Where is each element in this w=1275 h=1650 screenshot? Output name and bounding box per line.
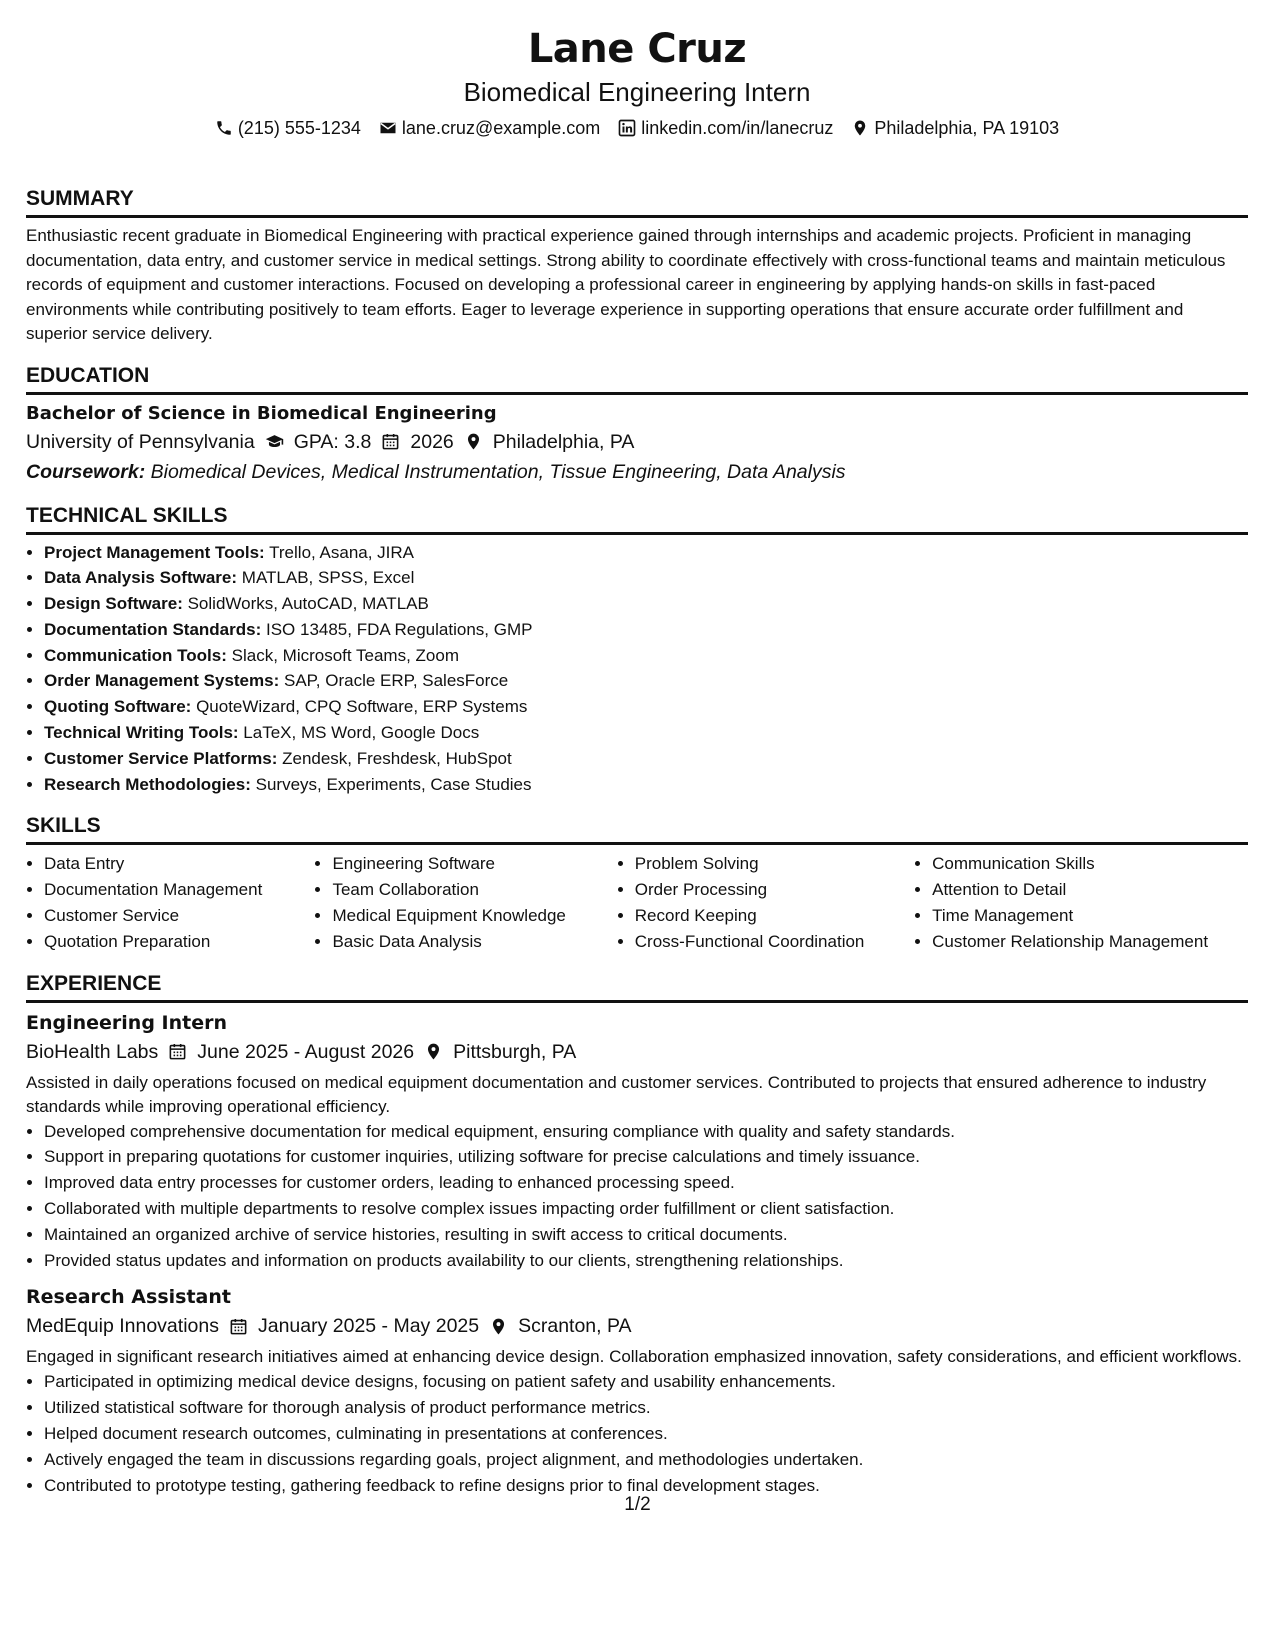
calendar-icon xyxy=(381,432,400,451)
education-heading: EDUCATION xyxy=(26,363,1248,395)
map-pin-icon xyxy=(851,119,869,137)
technical-skills-list xyxy=(26,540,1248,798)
skills-column xyxy=(914,851,1248,954)
phone-text: (215) 555-1234 xyxy=(237,118,361,138)
list-item: • Team Collaboration xyxy=(332,877,616,903)
skills-column xyxy=(617,851,914,954)
tech-skill-label: Technical Writing Tools: xyxy=(44,723,239,743)
tech-skill-value: MATLAB, SPSS, Excel xyxy=(241,568,415,588)
candidate-name: Lane Cruz xyxy=(527,26,747,72)
job-title: Research Assistant xyxy=(26,1286,231,1309)
technical-skills-heading: TECHNICAL SKILLS xyxy=(26,503,1248,535)
tech-skill-value: QuoteWizard, CPQ Software, ERP Systems xyxy=(196,697,528,717)
job-dates: January 2025 - May 2025 xyxy=(257,1315,480,1338)
list-item: • Actively engaged the team in discussions regarding goals, project alignment, and methodologies undertaken. xyxy=(44,1447,1248,1473)
job-meta xyxy=(26,1311,1248,1341)
skills-heading: SKILLS xyxy=(26,813,1248,845)
list-item: • Communication Skills xyxy=(932,851,1248,877)
list-item xyxy=(44,617,1248,643)
education-year: 2026 xyxy=(410,430,454,453)
job-bullets xyxy=(26,1369,1248,1498)
map-pin-icon xyxy=(489,1317,508,1336)
tech-skill-label: Communication Tools: xyxy=(44,645,227,665)
tech-skill-value: SolidWorks, AutoCAD, MATLAB xyxy=(187,594,429,614)
tech-skill-value: ISO 13485, FDA Regulations, GMP xyxy=(265,619,533,639)
job-meta xyxy=(26,1037,1248,1067)
page-number: 1/2 xyxy=(624,1494,651,1515)
list-item: • Attention to Detail xyxy=(932,877,1248,903)
map-pin-icon xyxy=(464,432,483,451)
list-item: • Participated in optimizing medical device designs, focusing on patient safety and usability enhancements. xyxy=(44,1369,1248,1395)
summary-text: Enthusiastic recent graduate in Biomedical Engineering with practical experience gained through internships and academic projects. Proficient in managing documentation, data entry, and customer service in medical settings. Strong ability to coordinate effectively with cross-functional teams and maintain meticulous records of equipment and customer interactions. Focused on developing a professional career in engineering by applying hands-on skills in fast-paced environments while contributing positively to team efforts. Eager to leverage experience in supporting operations that ensure accurate order fulfillment and superior service delivery. xyxy=(26,226,1226,343)
skills-column xyxy=(314,851,616,954)
list-item: • Helped document research outcomes, culminating in presentations at conferences. xyxy=(44,1421,1248,1447)
job-company: MedEquip Innovations xyxy=(26,1315,219,1338)
education-degree: Bachelor of Science in Biomedical Engineering xyxy=(26,402,497,424)
summary-heading: SUMMARY xyxy=(26,186,1248,218)
list-item xyxy=(44,746,1248,772)
list-item: • Provided status updates and information on products availability to our clients, strengthening relationships. xyxy=(44,1248,1248,1274)
list-item: • Cross-Functional Coordination xyxy=(635,929,914,955)
job-dates: June 2025 - August 2026 xyxy=(197,1040,415,1063)
list-item: • Documentation Management xyxy=(44,877,314,903)
tech-skill-label: Order Management Systems: xyxy=(44,671,280,691)
list-item: • Time Management xyxy=(932,903,1248,929)
phone-icon xyxy=(215,119,233,137)
list-item xyxy=(44,720,1248,746)
list-item: • Improved data entry processes for customer orders, leading to enhanced processing speed. xyxy=(44,1170,1248,1196)
job-description: Engaged in significant research initiatives aimed at enhancing device design. Collaboration emphasized innovation, safety considerations, and efficient workflows. xyxy=(26,1347,1242,1367)
list-item: • Collaborated with multiple departments to resolve complex issues impacting order fulfillment or client satisfaction. xyxy=(44,1196,1248,1222)
tech-skill-label: Documentation Standards: xyxy=(44,619,262,639)
contact-phone[interactable] xyxy=(215,116,361,140)
coursework-label: Coursework: xyxy=(26,460,146,483)
list-item: • Record Keeping xyxy=(635,903,914,929)
tech-skill-label: Quoting Software: xyxy=(44,697,192,717)
linkedin-text: linkedin.com/in/lanecruz xyxy=(641,118,834,138)
tech-skill-value: LaTeX, MS Word, Google Docs xyxy=(243,723,480,743)
list-item xyxy=(44,643,1248,669)
coursework-list: Biomedical Devices, Medical Instrumentation, Tissue Engineering, Data Analysis xyxy=(150,460,846,483)
contact-location xyxy=(851,116,1059,140)
map-pin-icon xyxy=(424,1042,443,1061)
email-text: lane.cruz@example.com xyxy=(401,118,601,138)
job-title: Engineering Intern xyxy=(26,1011,228,1034)
list-item: • Problem Solving xyxy=(635,851,914,877)
list-item: • Medical Equipment Knowledge xyxy=(332,903,616,929)
list-item: • Customer Service xyxy=(44,903,314,929)
tech-skill-value: Slack, Microsoft Teams, Zoom xyxy=(231,645,459,665)
skills-grid xyxy=(26,851,1248,954)
tech-skill-label: Customer Service Platforms: xyxy=(44,748,278,768)
education-school: University of Pennsylvania xyxy=(26,430,255,453)
job-company: BioHealth Labs xyxy=(26,1040,159,1063)
job-location: Scranton, PA xyxy=(518,1315,632,1338)
graduation-cap-icon xyxy=(265,432,284,451)
job-bullets xyxy=(26,1119,1248,1274)
education-location: Philadelphia, PA xyxy=(492,430,635,453)
list-item: • Customer Relationship Management xyxy=(932,929,1248,955)
skills-column xyxy=(26,851,314,954)
envelope-icon xyxy=(379,119,397,137)
list-item xyxy=(44,772,1248,798)
list-item xyxy=(44,694,1248,720)
list-item xyxy=(44,668,1248,694)
resume-header xyxy=(26,0,1248,140)
list-item: • Contributed to prototype testing, gathering feedback to refine designs prior to final development stages. xyxy=(44,1473,1248,1499)
experience-heading: EXPERIENCE xyxy=(26,971,1248,1003)
list-item: • Order Processing xyxy=(635,877,914,903)
contact-linkedin[interactable] xyxy=(618,116,833,140)
tech-skill-label: Data Analysis Software: xyxy=(44,568,238,588)
tech-skill-value: Surveys, Experiments, Case Studies xyxy=(255,774,532,794)
list-item xyxy=(44,565,1248,591)
contact-line xyxy=(26,116,1248,140)
list-item: • Basic Data Analysis xyxy=(332,929,616,955)
tech-skill-value: SAP, Oracle ERP, SalesForce xyxy=(283,671,509,691)
education-coursework xyxy=(26,457,1248,487)
tech-skill-value: Zendesk, Freshdesk, HubSpot xyxy=(282,748,512,768)
list-item xyxy=(44,591,1248,617)
list-item: • Developed comprehensive documentation for medical equipment, ensuring compliance with quality and safety standards. xyxy=(44,1119,1248,1145)
location-text: Philadelphia, PA 19103 xyxy=(874,118,1060,138)
job-entry xyxy=(26,1283,1248,1498)
tech-skill-label: Design Software: xyxy=(44,594,183,614)
tech-skill-label: Project Management Tools: xyxy=(44,542,265,562)
resume-page xyxy=(26,0,1248,1498)
linkedin-icon xyxy=(618,119,636,137)
calendar-icon xyxy=(229,1317,248,1336)
list-item: • Data Entry xyxy=(44,851,314,877)
list-item: • Maintained an organized archive of service histories, resulting in swift access to critical documents. xyxy=(44,1222,1248,1248)
list-item: • Utilized statistical software for thorough analysis of product performance metrics. xyxy=(44,1395,1248,1421)
list-item: • Engineering Software xyxy=(332,851,616,877)
calendar-icon xyxy=(168,1042,187,1061)
job-entry xyxy=(26,1009,1248,1274)
list-item xyxy=(44,540,1248,566)
job-location: Pittsburgh, PA xyxy=(453,1040,577,1063)
list-item: • Support in preparing quotations for customer inquiries, utilizing software for precise calculations and timely issuance. xyxy=(44,1144,1248,1170)
job-description: Assisted in daily operations focused on medical equipment documentation and customer services. Contributed to projects that ensured adherence to industry standards while improving operational efficiency. xyxy=(26,1072,1207,1116)
tech-skill-label: Research Methodologies: xyxy=(44,774,251,794)
candidate-title: Biomedical Engineering Intern xyxy=(463,77,811,107)
tech-skill-value: Trello, Asana, JIRA xyxy=(269,542,415,562)
list-item: • Quotation Preparation xyxy=(44,929,314,955)
education-meta xyxy=(26,427,1248,457)
contact-email[interactable] xyxy=(379,116,600,140)
education-gpa: GPA: 3.8 xyxy=(293,430,372,453)
